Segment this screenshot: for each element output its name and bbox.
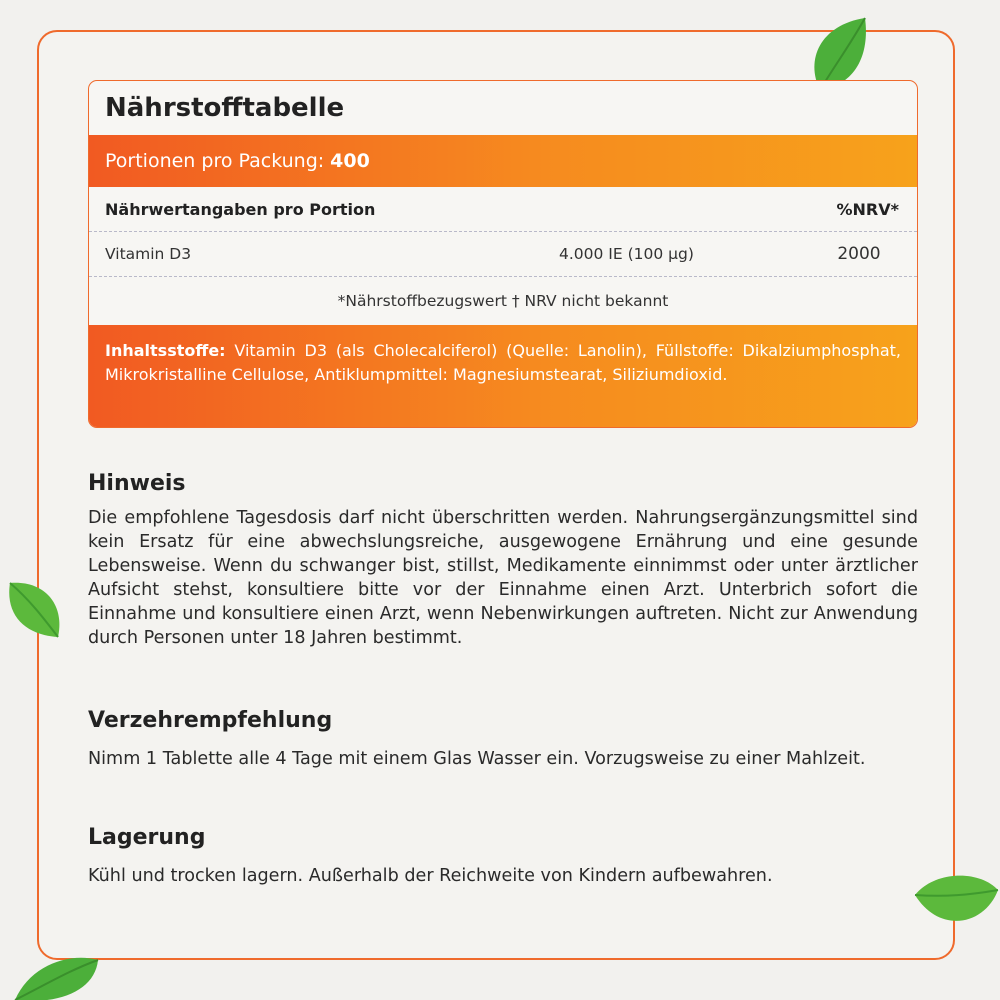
ingredients-block: [89, 325, 917, 427]
portions-bar: [89, 135, 917, 187]
ingredients-label: Inhaltsstoffe:: [105, 341, 226, 360]
table-title: Nährstofftabelle: [105, 93, 345, 123]
lagerung-section: [88, 822, 918, 888]
table-row: [89, 232, 917, 277]
ingredients-text: Vitamin D3 (als Cholecalciferol) (Quelle: Lanolin), Füllstoffe: Dikalziumphosphat, Mikrokristalline Cellulose, Antiklumpmittel: Magnesiumstearat, Siliziumdioxid.: [105, 341, 902, 384]
hinweis-section: [88, 468, 918, 650]
lagerung-title: Lagerung: [88, 825, 206, 850]
hinweis-text: Die empfohlene Tagesdosis darf nicht überschritten werden. Nahrungsergänzungsmittel sind kein Ersatz für eine abwechslungsreiche, ausgewogene Ernährung und eine gesunde Lebensweise. Wenn du schwanger bist, stillst, Medikamente einnimmst oder unter ärztlicher Aufsicht stehst, konsultiere bitte vor der Einnahme einen Arzt. Unterbrich sofort die Einnahme und konsultiere einen Arzt, wenn Nebenwirkungen auftreten. Nicht zur Anwendung durch Personen unter 18 Jahren bestimmt.: [88, 508, 918, 648]
verzehr-section: [88, 705, 918, 771]
table-header: [89, 187, 917, 232]
row-amount: 4.000 IE (100 µg): [559, 245, 694, 263]
header-nrv: %NRV*: [836, 199, 899, 219]
leaf-icon: [910, 865, 1000, 945]
lagerung-text: Kühl und trocken lagern. Außerhalb der Reichweite von Kindern aufbewahren.: [88, 866, 773, 886]
leaf-icon: [10, 950, 100, 1000]
hinweis-title: Hinweis: [88, 471, 186, 496]
portions-value: 400: [330, 150, 370, 172]
row-nrv: 2000: [837, 244, 881, 264]
verzehr-title: Verzehrempfehlung: [88, 708, 333, 733]
table-footnote: *Nährstoffbezugswert † NRV nicht bekannt: [337, 292, 669, 310]
row-name: Vitamin D3: [105, 245, 192, 263]
nutrition-table: [88, 80, 918, 428]
verzehr-text: Nimm 1 Tablette alle 4 Tage mit einem Glas Wasser ein. Vorzugsweise zu einer Mahlzeit.: [88, 749, 866, 769]
portions-label: Portionen pro Packung:: [105, 150, 325, 172]
header-label: Nährwertangaben pro Portion: [105, 199, 376, 219]
leaf-icon: [0, 575, 70, 645]
